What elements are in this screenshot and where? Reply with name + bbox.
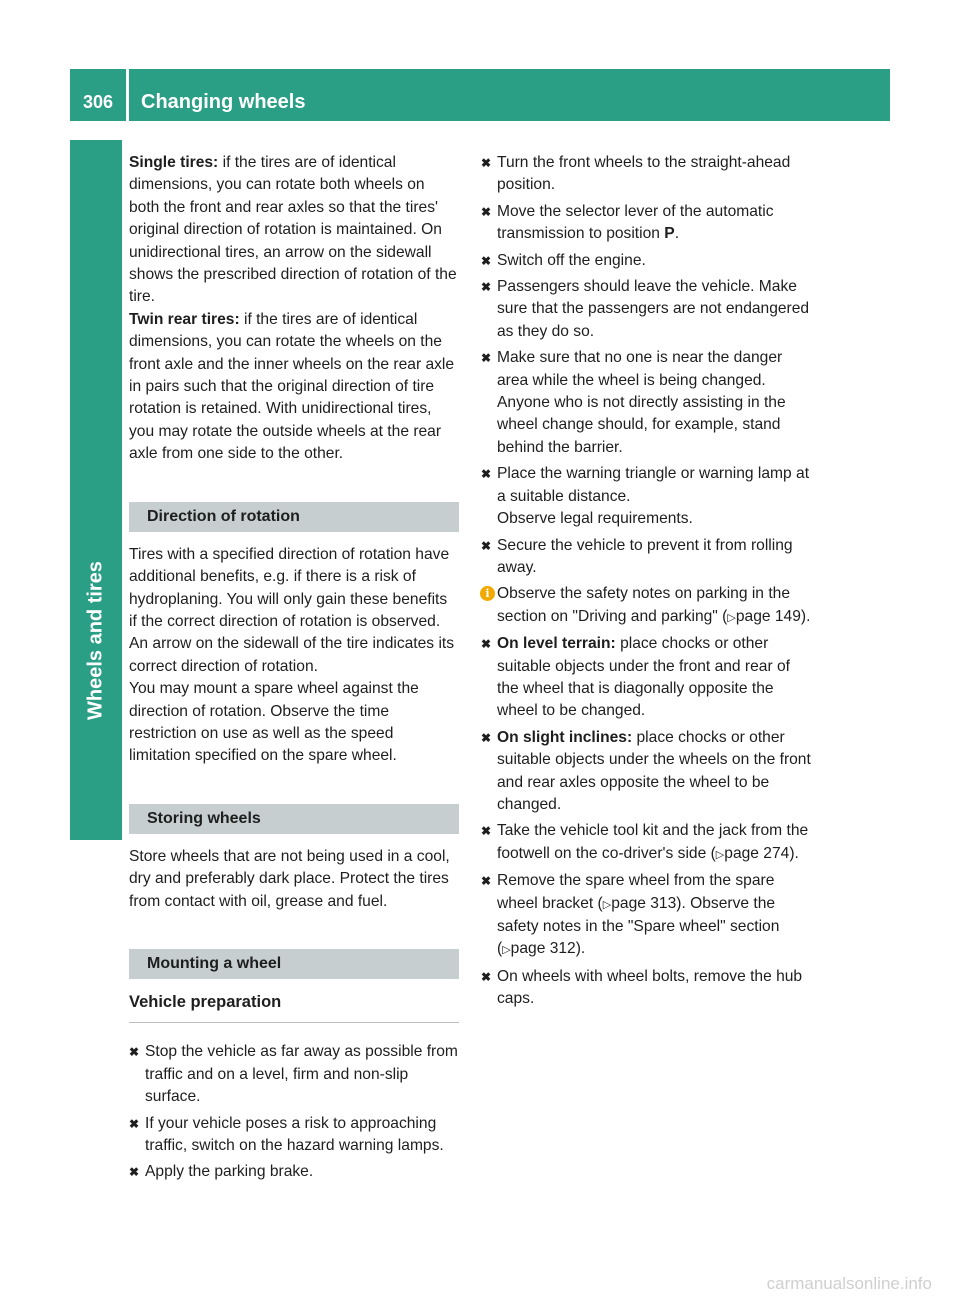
single-tires-paragraph: [129, 152, 459, 309]
step-item: [481, 535, 812, 580]
page-ref-triangle-icon: ▷: [715, 848, 725, 861]
step-arrow-icon: ✖: [481, 204, 492, 219]
info-icon: i: [480, 586, 495, 601]
step-text: On wheels with wheel bolts, remove the hub caps.: [497, 967, 803, 1008]
side-tab-label: Wheels and tires: [84, 561, 107, 720]
step-item: [481, 250, 812, 272]
side-tab: [70, 140, 122, 840]
right-column: [481, 152, 812, 1015]
step-text: Stop the vehicle as far away as possible from traffic and on a level, firm and non-slip surface.: [145, 1043, 458, 1106]
step-item: [481, 152, 812, 197]
step-item: [481, 727, 812, 817]
info-text-end: ).: [800, 607, 811, 625]
step-text: If your vehicle poses a risk to approaching traffic, switch on the hazard warning lamps.: [145, 1114, 444, 1154]
step-arrow-icon: ✖: [481, 637, 492, 652]
section-heading-direction: Direction of rotation: [129, 502, 459, 532]
section-heading-mounting: Mounting a wheel: [129, 949, 459, 979]
storing-paragraph: Store wheels that are not being used in a cool, dry and preferably dark place. Protect the tires from contact with oil, grease and fuel.: [129, 847, 450, 910]
section-heading-storing: Storing wheels: [129, 804, 459, 834]
step-text: Turn the front wheels to the straight-ahead position.: [497, 154, 791, 194]
step-text: Place the warning triangle or warning lamp at a suitable distance.: [497, 465, 810, 505]
step-text: Switch off the engine.: [497, 251, 646, 269]
direction-paragraph-3: You may mount a spare wheel against the direction of rotation. Observe the time restriction on use as well as the speed limitation specified on the spare wheel.: [129, 680, 419, 765]
step-arrow-icon: ✖: [129, 1165, 140, 1180]
page-ref-triangle-icon: ▷: [727, 611, 736, 624]
step-text: Secure the vehicle to prevent it from rolling away.: [497, 536, 793, 576]
step-text: place chocks or other suitable objects under the front and rear of the wheel that is diagonally opposite the wheel to be changed.: [497, 635, 790, 720]
step-term: On level terrain:: [497, 635, 616, 653]
step-text-end: .: [674, 225, 680, 243]
step-item: [481, 633, 812, 723]
step-item: [481, 463, 812, 530]
step-arrow-icon: ✖: [129, 1116, 140, 1131]
page-ref-link[interactable]: page 149: [735, 607, 801, 625]
page-ref-link[interactable]: page 312: [510, 940, 576, 958]
step-arrow-icon: ✖: [481, 824, 492, 839]
step-item: [481, 201, 812, 246]
step-text: Remove the spare wheel from the spare wheel bracket (: [497, 872, 775, 912]
step-text-mid: ). Observe the safety notes in the "Spare wheel" section (: [497, 894, 780, 958]
info-text: Observe the safety notes on parking in the section on "Driving and parking" (: [497, 585, 790, 625]
step-arrow-icon: ✖: [481, 730, 492, 745]
page-ref-link[interactable]: page 313: [611, 894, 677, 912]
step-term: On slight inclines:: [497, 728, 633, 746]
page-ref-triangle-icon: ▷: [502, 944, 511, 957]
step-arrow-icon: ✖: [481, 156, 492, 170]
step-item: [481, 870, 812, 962]
info-note: [481, 583, 812, 629]
step-text: Passengers should leave the vehicle. Make sure that the passengers are not endangered as they do so.: [497, 278, 810, 340]
watermark: carmanualsonline.info: [766, 1274, 932, 1293]
step-item: [129, 1113, 459, 1158]
step-item: [129, 1041, 459, 1108]
direction-paragraph-1: Tires with a specified direction of rotation have additional benefits, e.g. if there is a risk of hydroplaning. You will only gain these benefits if the correct direction of rotation is observed.: [129, 545, 450, 630]
gear-position: P: [664, 225, 675, 243]
step-arrow-icon: ✖: [481, 467, 492, 482]
step-text: place chocks or other suitable objects under the wheels on the front and rear axles opposite the wheel to be changed.: [497, 728, 811, 813]
step-text: Apply the parking brake.: [145, 1163, 314, 1181]
twin-tires-term: Twin rear tires:: [129, 310, 240, 328]
step-arrow-icon: ✖: [481, 969, 492, 984]
header-divider: [126, 69, 129, 121]
page-number: 306: [82, 92, 114, 112]
step-item: [481, 820, 812, 866]
subheading-vehicle-preparation: Vehicle preparation: [129, 991, 459, 1023]
step-text: Make sure that no one is near the danger area while the wheel is being changed. Anyone who is not directly assisting in the wheel change should, for example, stand behind the barrier.: [497, 349, 786, 456]
step-arrow-icon: ✖: [129, 1045, 140, 1060]
step-arrow-icon: ✖: [481, 253, 492, 268]
step-item: [481, 966, 812, 1011]
step-text: Move the selector lever of the automatic transmission to position: [497, 202, 774, 243]
twin-tires-text: if the tires are of identical dimensions, you can rotate the wheels on the front axle and the inner wheels on the rear axle in pairs such that the original direction of tire rotation is retained. With unidirectional tires, you may rotate the outside wheels at the rear axle from one side to the other.: [129, 310, 455, 463]
single-tires-term: Single tires:: [129, 154, 219, 171]
step-text-end: ).: [575, 940, 586, 958]
chapter-title: Changing wheels: [141, 91, 306, 113]
step-note: Observe legal requirements.: [497, 510, 693, 528]
header-bar: [70, 69, 890, 121]
page-ref-link[interactable]: page 274: [724, 844, 790, 862]
direction-paragraph-2: An arrow on the sidewall of the tire indicates its correct direction of rotation.: [129, 635, 455, 675]
step-item: [481, 276, 812, 343]
left-column: [129, 152, 459, 1188]
step-arrow-icon: ✖: [481, 351, 492, 366]
step-arrow-icon: ✖: [481, 538, 492, 553]
step-text-end: ).: [789, 844, 799, 862]
twin-tires-paragraph: [129, 309, 459, 466]
page-ref-triangle-icon: ▷: [602, 898, 612, 911]
step-arrow-icon: ✖: [481, 280, 492, 295]
step-item: [129, 1161, 459, 1183]
step-text: Take the vehicle tool kit and the jack from the footwell on the co-driver's side (: [497, 822, 809, 862]
step-arrow-icon: ✖: [481, 874, 492, 889]
single-tires-text: if the tires are of identical dimensions, you can rotate both wheels on both the front and rear axles so that the tires' original direction of rotation is maintained. On unidirectional tires, an arrow on the sidewall shows the prescribed direction of rotation of the tire.: [129, 154, 457, 306]
step-item: [481, 347, 812, 459]
